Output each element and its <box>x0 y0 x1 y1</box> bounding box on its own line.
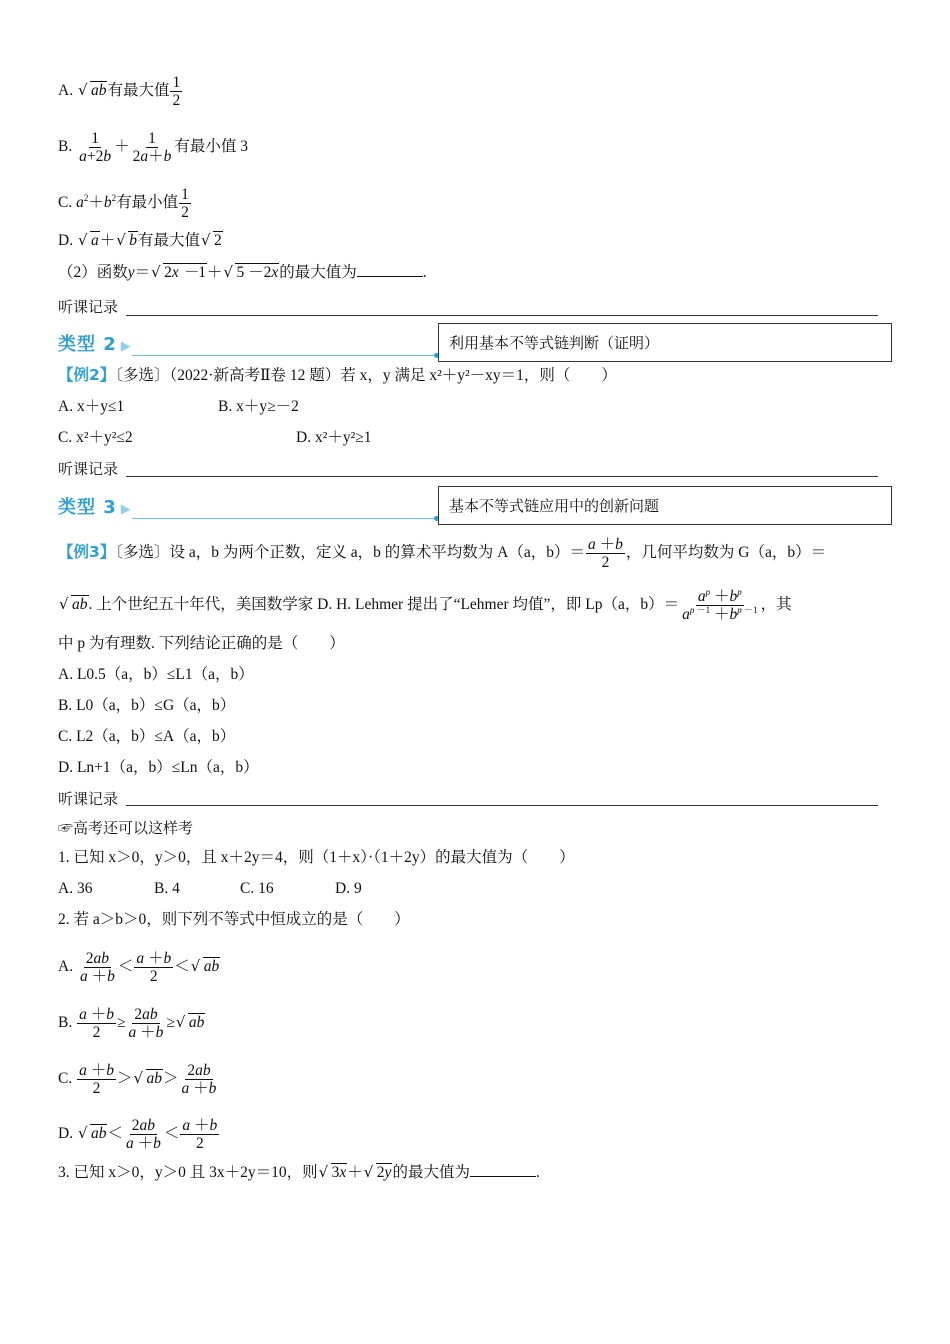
example-3-line-1: 【例3】〔多选〕设 a，b 为两个正数，定义 a，b 的算术平均数为 A（a，b）＝ $\frac{a +b}{2}$ ，几何平均数为 G（a，b）＝ <box>58 536 827 572</box>
tag-underline <box>132 355 438 356</box>
triangle-icon: ▶ <box>120 339 132 354</box>
ex2-option-d[interactable]: D. x²＋y²≥1 <box>296 429 372 446</box>
extra-q1-option-b[interactable]: B. 4 <box>154 880 180 897</box>
example-3-line-2: √ ab. 上个世纪五十年代，美国数学家 D. H. Lehmer 提出了“Lehmer 均值”，即 Lp（a，b）＝ $\frac{a^p +b^p}{a^{p -1} +b^{p -1}}$ ，其 <box>58 588 792 623</box>
notes-line[interactable] <box>126 315 878 316</box>
type-2-title-box: 利用基本不等式链判断（证明） <box>438 323 892 362</box>
notes-line[interactable] <box>126 805 878 806</box>
option-b[interactable]: B. $\frac{1}{a+2b}$ ＋ $\frac{1}{2a+b}$ 有最小值 3 <box>58 130 249 166</box>
extra-q3: 3. 已知 x＞0，y＞0 且 3x＋2y＝10，则√ 3x＋√ 2y的最大值为 . <box>58 1162 540 1184</box>
ex3-option-d[interactable]: D. Ln+1（a，b）≤Ln（a，b） <box>58 759 259 776</box>
fraction-1-over-2a-plus-b: $\frac{1}{2a+b}$ <box>132 130 172 166</box>
type-3-title-box: 基本不等式链应用中的创新问题 <box>438 486 892 525</box>
fraction-one-half: $\frac{1}{2}$ <box>181 186 189 222</box>
extra-q2-option-a[interactable]: A. $\frac{2ab}{a +b}$ ＜ $\frac{a +b}{2}$ ＜√ ab <box>58 950 220 985</box>
ex3-option-b[interactable]: B. L0（a，b）≤G（a，b） <box>58 697 236 714</box>
type-2-tag: 类型 2 ▶ <box>58 334 132 355</box>
answer-blank[interactable] <box>357 262 423 277</box>
extra-q2: 2. 若 a＞b＞0，则下列不等式中恒成立的是（ ） <box>58 911 410 928</box>
ex2-option-c[interactable]: C. x²＋y²≤2 <box>58 429 133 446</box>
ex3-option-c[interactable]: C. L2（a，b）≤A（a，b） <box>58 728 236 745</box>
ex3-option-a[interactable]: A. L0.5（a，b）≤L1（a，b） <box>58 666 254 683</box>
extra-q1-option-d[interactable]: D. 9 <box>335 880 362 897</box>
type-3-tag: 类型 3 ▶ <box>58 497 132 518</box>
extra-q2-option-c[interactable]: C. $\frac{a +b}{2}$ ＞√ ab＞ $\frac{2ab}{a +b}$ <box>58 1062 219 1097</box>
option-d[interactable]: D. √ a＋√ b有最大值√ 2 <box>58 230 223 252</box>
extra-q1-option-c[interactable]: C. 16 <box>240 880 274 897</box>
extra-q2-option-b[interactable]: B. $\frac{a +b}{2}$ ≥ $\frac{2ab}{a +b}$ ≥√ ab <box>58 1006 205 1041</box>
option-a[interactable]: A. √ ab有最大值 $\frac{1}{2}$ <box>58 74 183 109</box>
fraction-1-over-a-plus-2b: $\frac{1}{a+2b}$ <box>79 130 112 166</box>
ex2-option-b[interactable]: B. x＋y≥－2 <box>218 398 299 415</box>
extra-q1: 1. 已知 x＞0，y＞0，且 x＋2y＝4，则（1＋x）·（1＋2y）的最大值为（ ） <box>58 849 575 866</box>
extra-q2-option-d[interactable]: D. √ ab＜ $\frac{2ab}{a +b}$ ＜ $\frac{a +b}{2}$ <box>58 1117 220 1152</box>
lehmer-fraction: $\frac{a^p +b^p}{a^{p -1} +b^{p -1}}$ <box>682 586 758 624</box>
extra-q1-option-a[interactable]: A. 36 <box>58 880 93 897</box>
fraction-one-half: $\frac{1}{2}$ <box>172 74 181 110</box>
example-2: 【例2】〔多选〕（2022·新高考Ⅱ卷 12 题）若 x，y 满足 x²＋y²－xy＝1，则（ ） <box>58 366 617 384</box>
option-c[interactable]: C. $a^2+b^2$有最小值 $\frac{1}{2}$ <box>58 186 189 222</box>
notes-line[interactable] <box>126 476 878 477</box>
answer-blank[interactable] <box>470 1162 536 1177</box>
question-2: （2）函数y＝√ 2x －1＋√ 5 －2x的最大值为 . <box>58 262 427 284</box>
ex2-option-a[interactable]: A. x＋y≤1 <box>58 398 125 415</box>
lecture-notes-label: 听课记录 <box>58 791 119 808</box>
sqrt-ab: √ ab <box>78 80 108 102</box>
tag-underline <box>132 518 438 519</box>
extra-heading: ☞高考还可以这样考 <box>58 820 194 837</box>
lecture-notes-label: 听课记录 <box>58 299 119 316</box>
example-3-line-3: 中 p 为有理数. 下列结论正确的是（ ） <box>58 635 345 652</box>
triangle-icon: ▶ <box>120 502 132 517</box>
lecture-notes-label: 听课记录 <box>58 461 119 478</box>
